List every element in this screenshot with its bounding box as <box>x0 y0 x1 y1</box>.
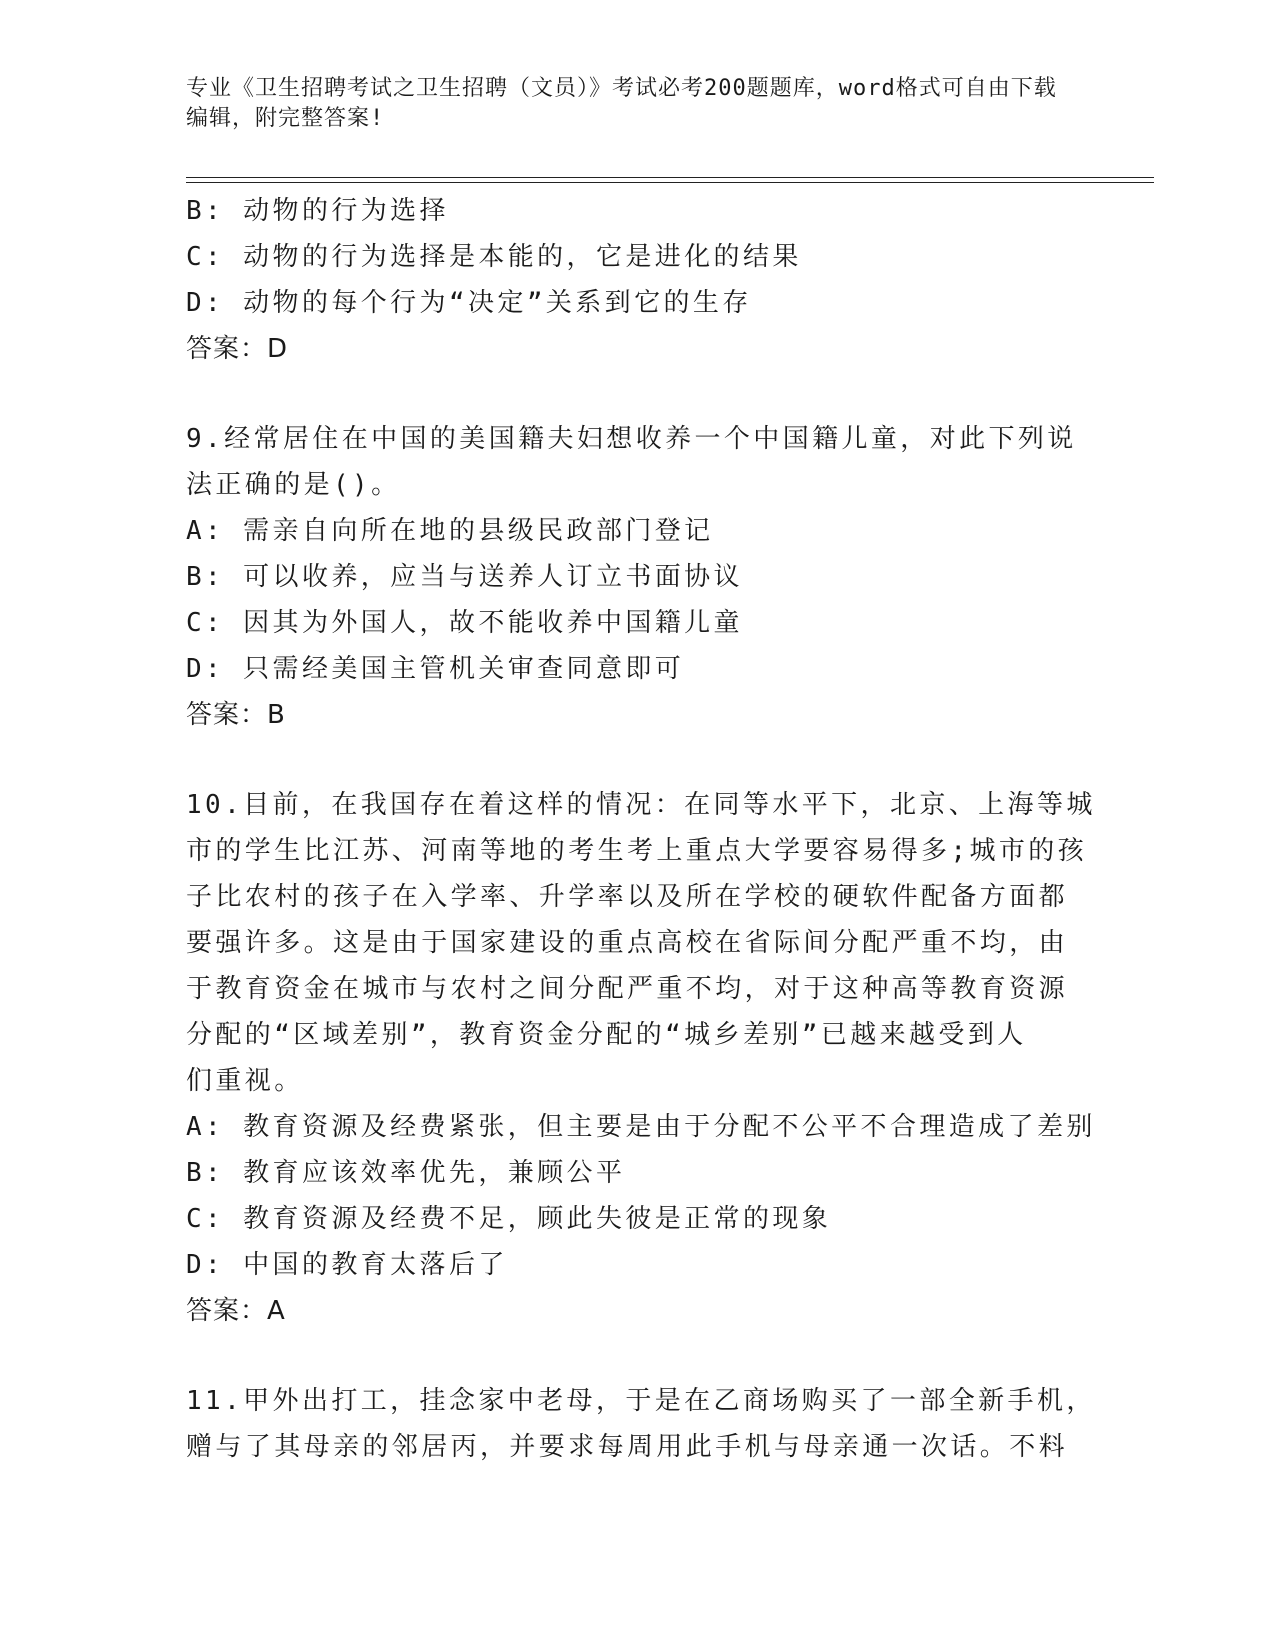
question-text-line: C: 动物的行为选择是本能的，它是进化的结果 <box>186 242 802 272</box>
question-text-line: A: 教育资源及经费紧张，但主要是由于分配不公平不合理造成了差别 <box>186 1112 1096 1142</box>
question-text-line: 10.目前，在我国存在着这样的情况：在同等水平下，北京、上海等城 <box>186 790 1096 820</box>
question-block <box>186 782 1096 1334</box>
block-spacer <box>186 372 1086 416</box>
question-text-line: B: 动物的行为选择 <box>186 196 449 226</box>
question-text-line: D: 只需经美国主管机关审查同意即可 <box>186 654 685 684</box>
question-text-line: D: 中国的教育太落后了 <box>186 1250 508 1280</box>
answer-line: 答案：D <box>186 334 289 364</box>
question-text-line: C: 教育资源及经费不足，顾此失彼是正常的现象 <box>186 1204 832 1234</box>
question-text-line: B: 可以收养，应当与送养人订立书面协议 <box>186 562 743 592</box>
question-block <box>186 188 1086 372</box>
question-block <box>186 1378 1096 1470</box>
question-text-line: 们重视。 <box>186 1066 304 1096</box>
question-text-line: 市的学生比江苏、河南等地的考生考上重点大学要容易得多;城市的孩 <box>186 836 1088 866</box>
question-block <box>186 416 1086 738</box>
header-rule-bottom <box>186 182 1154 183</box>
page-header: 专业《卫生招聘考试之卫生招聘（文员）》考试必考200题题库，word格式可自由下载编辑，附完整答案! <box>186 76 1057 131</box>
block-spacer <box>186 1334 1086 1378</box>
answer-line: 答案：A <box>186 1296 286 1326</box>
question-text-line: C: 因其为外国人，故不能收养中国籍儿童 <box>186 608 743 638</box>
question-text-line: 于教育资金在城市与农村之间分配严重不均，对于这种高等教育资源 <box>186 974 1069 1004</box>
question-text-line: D: 动物的每个行为“决定”关系到它的生存 <box>186 288 752 318</box>
block-spacer <box>186 738 1086 782</box>
question-text-line: A: 需亲自向所在地的县级民政部门登记 <box>186 516 714 546</box>
question-text-line: 分配的“区域差别”，教育资金分配的“城乡差别”已越来越受到人 <box>186 1020 1027 1050</box>
question-text-line: 子比农村的孩子在入学率、升学率以及所在学校的硬软件配备方面都 <box>186 882 1069 912</box>
document-content <box>186 188 1096 1470</box>
header-rule-top <box>186 177 1154 178</box>
question-text-line: 赠与了其母亲的邻居丙，并要求每周用此手机与母亲通一次话。不料 <box>186 1432 1069 1462</box>
question-text-line: 法正确的是()。 <box>186 470 401 500</box>
question-text-line: 9.经常居住在中国的美国籍夫妇想收养一个中国籍儿童，对此下列说 <box>186 424 1077 454</box>
question-text-line: B: 教育应该效率优先，兼顾公平 <box>186 1158 626 1188</box>
question-text-line: 11.甲外出打工，挂念家中老母，于是在乙商场购买了一部全新手机， <box>186 1386 1096 1416</box>
answer-line: 答案：B <box>186 700 286 730</box>
question-text-line: 要强许多。这是由于国家建设的重点高校在省际间分配严重不均，由 <box>186 928 1069 958</box>
